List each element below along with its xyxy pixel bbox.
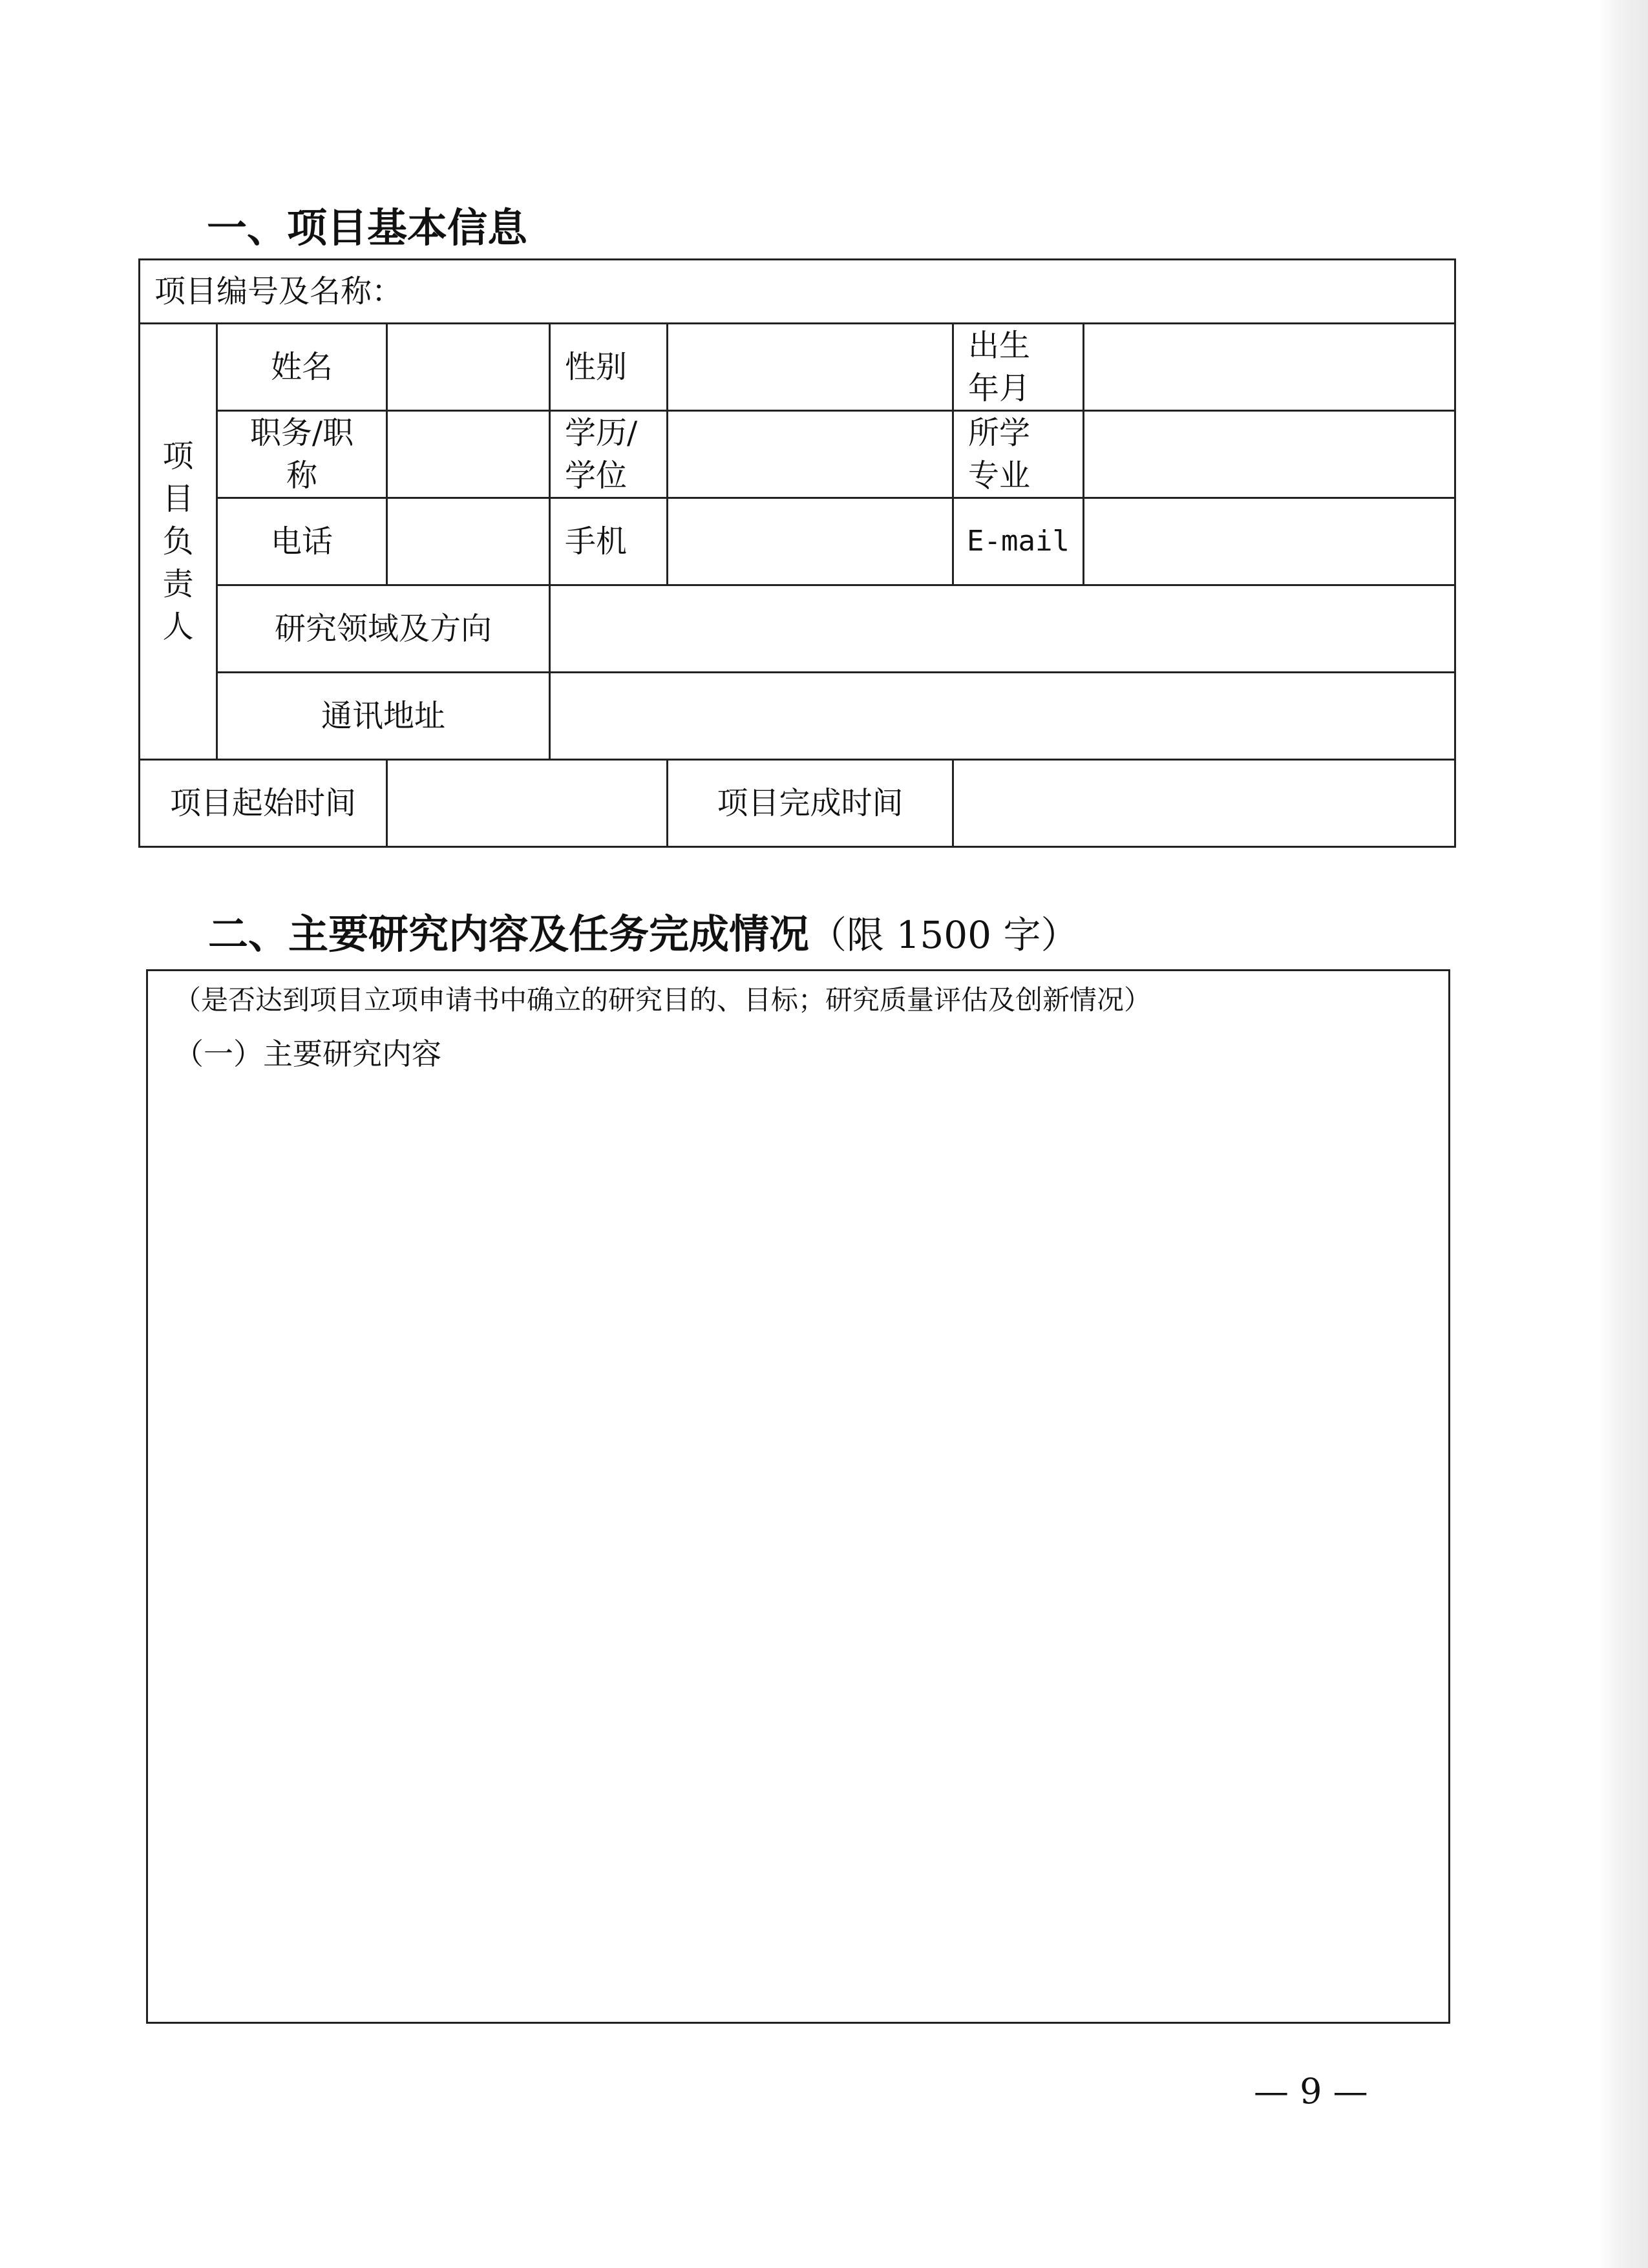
research-field-label: 研究领域及方向 (274, 611, 492, 647)
table-row (140, 324, 1455, 411)
end-time-label-cell (668, 760, 953, 847)
table-row (140, 260, 1455, 324)
gender-value-cell[interactable] (668, 324, 953, 411)
leader-label-char: 人 (162, 609, 194, 645)
title-label-cell (217, 411, 387, 498)
page-number: — 9 — (1254, 2071, 1368, 2112)
page-edge-shadow (1598, 0, 1648, 2268)
content-subheading: （一）主要研究内容 (174, 1036, 441, 1071)
start-time-value-cell[interactable] (387, 760, 668, 847)
table-row (140, 673, 1455, 760)
table-row (140, 498, 1455, 585)
end-time-value-cell[interactable] (953, 760, 1455, 847)
major-label-cell (953, 411, 1084, 498)
leader-label-char: 负 (162, 523, 194, 560)
research-field-value-cell[interactable] (550, 585, 1455, 673)
start-time-label: 项目起始时间 (169, 785, 356, 821)
start-time-label-cell (140, 760, 387, 847)
table-row (140, 585, 1455, 673)
phone-label: 电话 (270, 523, 333, 560)
word-limit-note: （限 1500 字） (809, 913, 1079, 957)
table-row (140, 760, 1455, 847)
leader-label-char: 责 (162, 566, 194, 602)
research-content-box[interactable] (146, 969, 1450, 2024)
section-title-text: 一、项目基本信息 (207, 204, 528, 251)
title-value-cell[interactable] (387, 411, 550, 498)
end-time-label: 项目完成时间 (717, 785, 903, 821)
project-number-name-cell[interactable] (140, 260, 1455, 324)
section-title-basic-info (207, 204, 528, 251)
project-number-name-label: 项目编号及名称： (154, 273, 403, 310)
degree-value-cell[interactable] (668, 411, 953, 498)
name-label-cell (217, 324, 387, 411)
address-value-cell[interactable] (550, 673, 1455, 760)
title-label-line2: 称 (286, 457, 317, 494)
email-label: E-mail (967, 525, 1070, 558)
degree-label-cell (550, 411, 668, 498)
name-label: 姓名 (270, 349, 333, 385)
address-label: 通讯地址 (321, 698, 445, 734)
phone-value-cell[interactable] (387, 498, 550, 585)
birth-value-cell[interactable] (1084, 324, 1455, 411)
email-value-cell[interactable] (1084, 498, 1455, 585)
title-label-line1: 职务/职 (249, 415, 354, 451)
project-leader-label-cell (140, 324, 217, 760)
research-field-label-cell (217, 585, 550, 673)
birth-label-cell (953, 324, 1084, 411)
birth-label-line2: 年月 (968, 370, 1031, 406)
birth-label-line1: 出生 (968, 328, 1031, 364)
major-label-line2: 专业 (968, 457, 1031, 494)
section-title-text: 二、主要研究内容及任务完成情况 (208, 910, 810, 958)
gender-label-cell (550, 324, 668, 411)
degree-label-line2: 学位 (565, 457, 628, 494)
content-instruction-note: （是否达到项目立项申请书中确立的研究目的、目标；研究质量评估及创新情况） (174, 984, 1152, 1016)
table-row (140, 411, 1455, 498)
basic-info-table (138, 258, 1456, 848)
section-title-research-content (208, 910, 1079, 958)
mobile-label: 手机 (565, 523, 628, 560)
major-value-cell[interactable] (1084, 411, 1455, 498)
mobile-value-cell[interactable] (668, 498, 953, 585)
mobile-label-cell (550, 498, 668, 585)
leader-label-char: 项 (162, 438, 194, 474)
degree-label-line1: 学历/ (565, 415, 638, 451)
gender-label: 性别 (565, 349, 628, 385)
leader-label-char: 目 (162, 481, 194, 517)
major-label-line1: 所学 (968, 415, 1031, 451)
address-label-cell (217, 673, 550, 760)
email-label-cell (953, 498, 1084, 585)
name-value-cell[interactable] (387, 324, 550, 411)
phone-label-cell (217, 498, 387, 585)
